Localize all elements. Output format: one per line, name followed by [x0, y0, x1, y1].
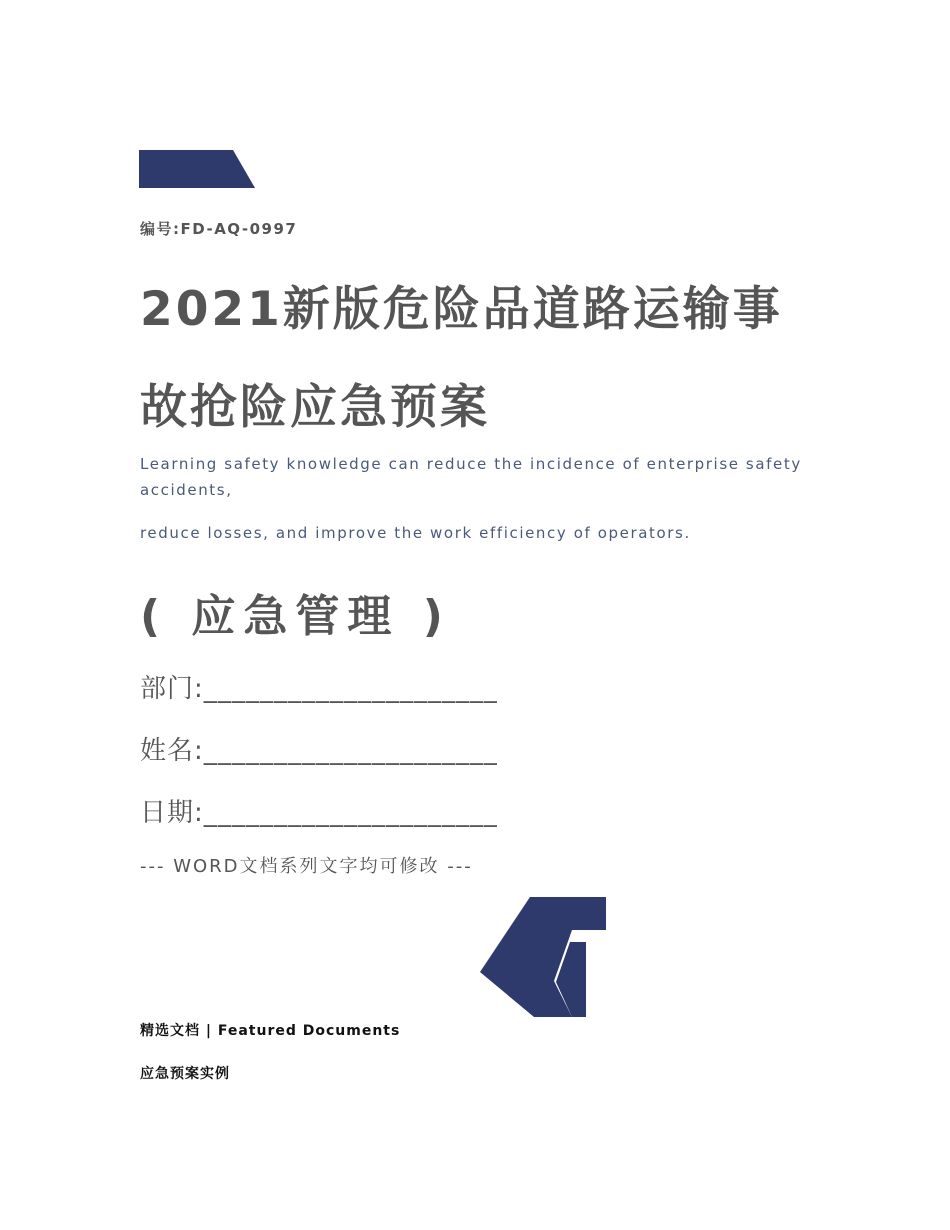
- name-field: 姓名:_____________________: [140, 736, 498, 766]
- document-title-line-1: 2021新版危险品道路运输事: [140, 282, 783, 337]
- subtitle-line-2: reduce losses, and improve the work efficiency of operators.: [140, 524, 691, 542]
- editable-note: --- WORD文档系列文字均可修改 ---: [140, 856, 473, 877]
- document-number: 编号:FD-AQ-0997: [140, 220, 298, 238]
- logo-mark: [480, 897, 606, 1017]
- date-field: 日期:_____________________: [140, 798, 498, 828]
- category-heading: ( 应急管理 ): [140, 591, 451, 642]
- header-accent-shape: [139, 150, 255, 188]
- example-label: 应急预案实例: [140, 1066, 230, 1082]
- department-field: 部门:_____________________: [140, 674, 498, 704]
- subtitle-line-1: Learning safety knowledge can reduce the incidence of enterprise safety accidents,: [140, 455, 802, 499]
- featured-documents-label: 精选文档 | Featured Documents: [140, 1023, 401, 1039]
- document-title-line-2: 故抢险应急预案: [140, 380, 490, 435]
